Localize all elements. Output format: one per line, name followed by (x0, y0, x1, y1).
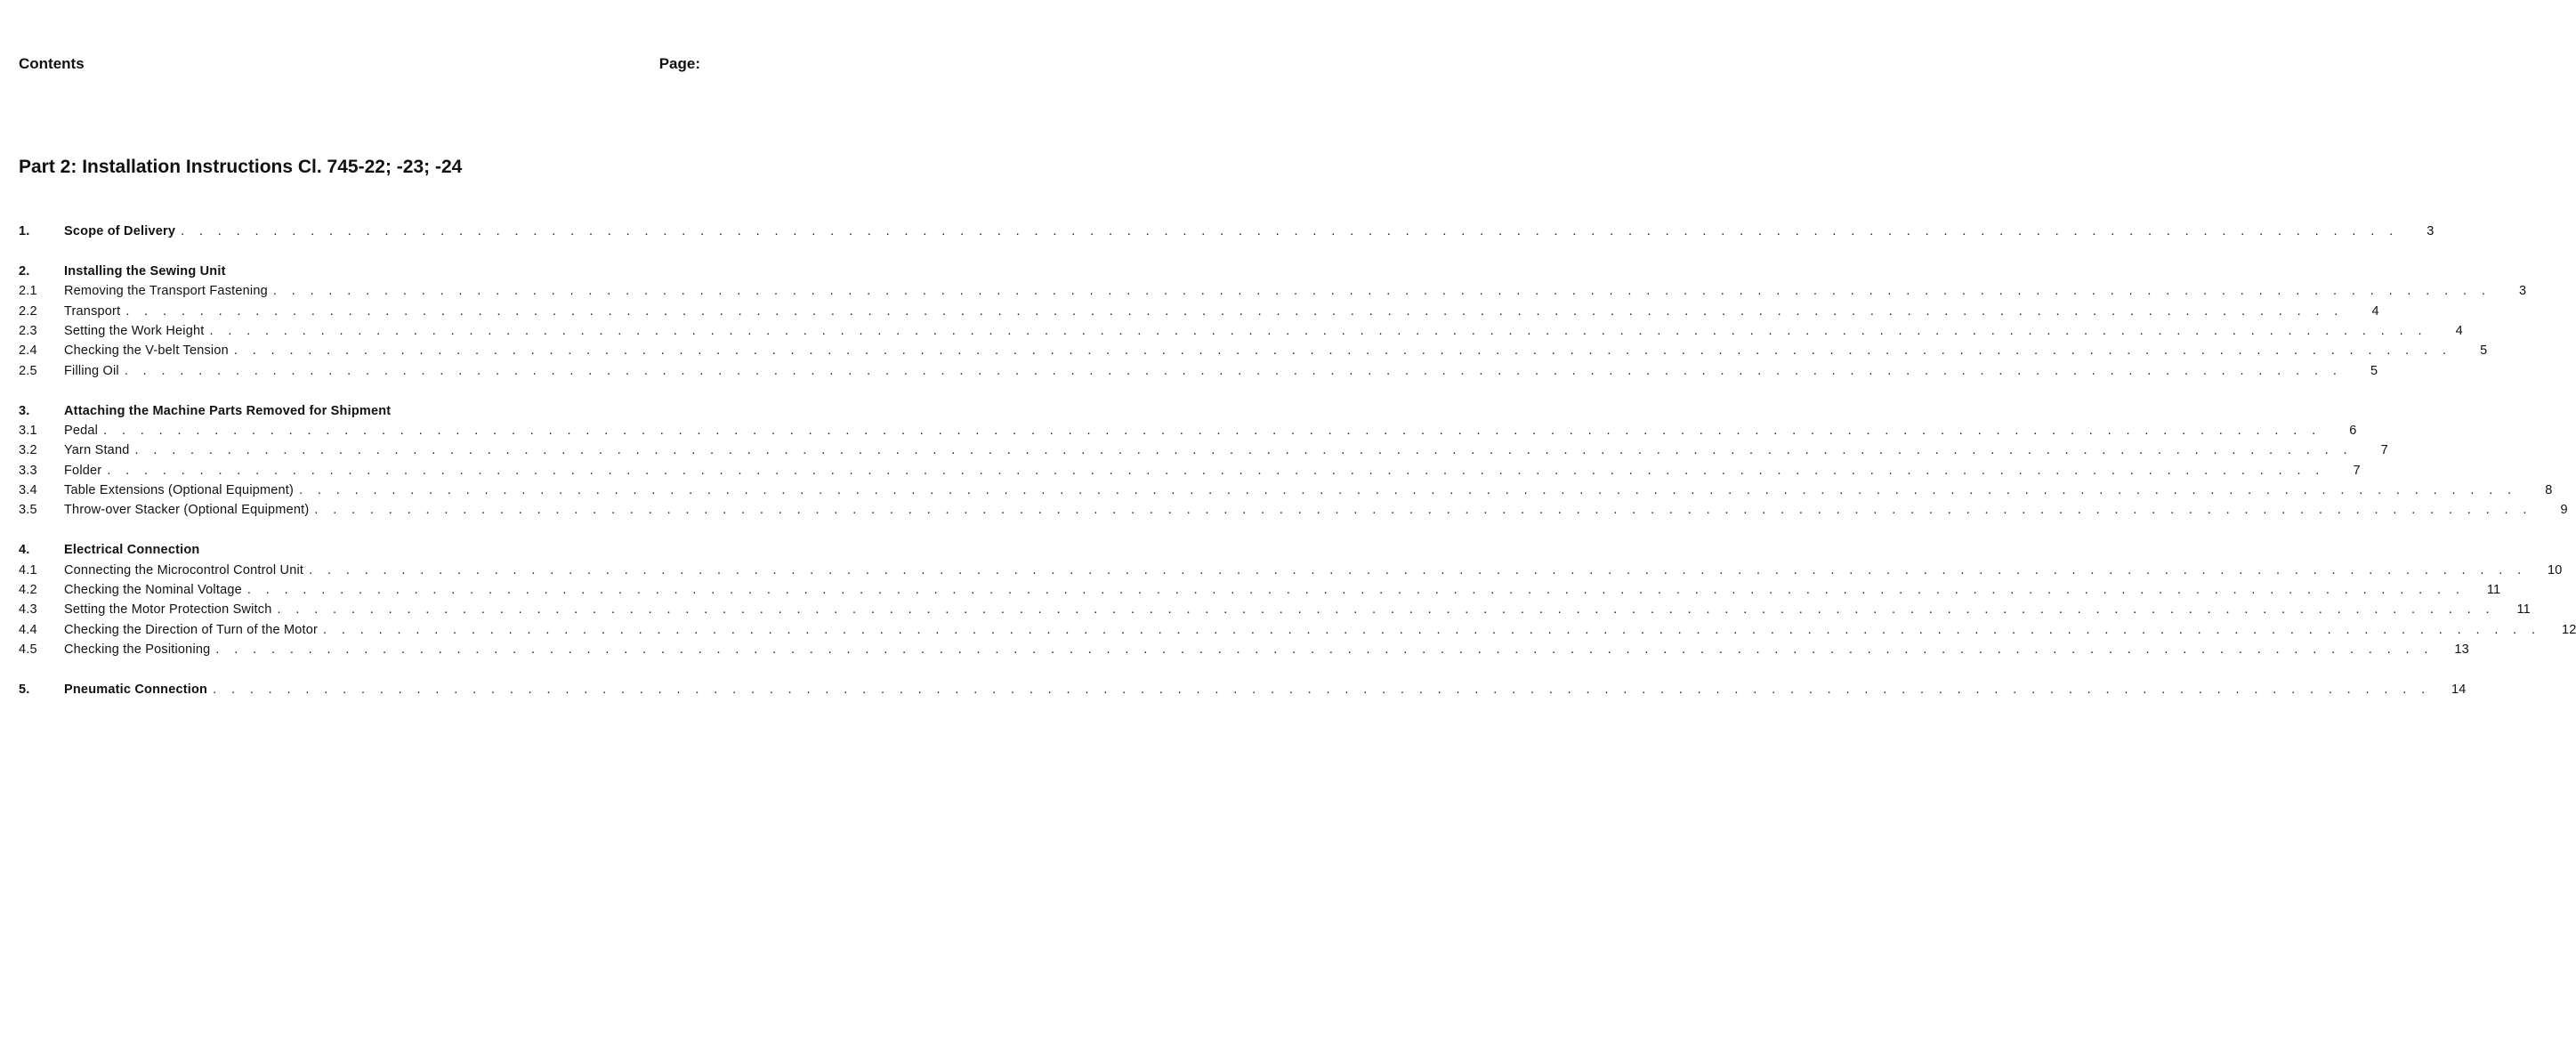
section-spacer (19, 660, 700, 680)
toc-number: 2.5 (19, 363, 37, 378)
dot-leader: . . . . . . . . . . . . . . . . . . . . . . . . . . . . . . . . . . . . . . . . . . . . . . . . . . . . . . . . . . . . . . . . . . . . . . . . . . . . . . . . . . . . . . . . . . . . . . . . . . . . . . . . . . . . . . . . . . . . . . . . (309, 562, 2527, 578)
toc-title: Connecting the Microcontrol Control Unit (64, 562, 304, 578)
toc-entry-row (19, 281, 2527, 301)
dot-leader: . . . . . . . . . . . . . . . . . . . . . . . . . . . . . . . . . . . . . . . . . . . . . . . . . . . . . . . . . . . . . . . . . . . . . . . . . . . . . . . . . . . . . . . . . . . . . . . . . . . . . . . . . . . . . . . . . . . . . . . . (213, 682, 2431, 697)
toc-entry-row (19, 561, 2563, 580)
dot-leader: . . . . . . . . . . . . . . . . . . . . . . . . . . . . . . . . . . . . . . . . . . . . . . . . . . . . . . . . . . . . . . . . . . . . . . . . . . . . . . . . . . . . . . . . . . . . . . . . . . . . . . . . . . . . . . . . . . . . . . . . (272, 284, 2491, 299)
page-column-heading: Page: (658, 55, 700, 72)
toc-title: Checking the V-belt Tension (64, 343, 229, 359)
dot-leader: . . . . . . . . . . . . . . . . . . . . . . . . . . . . . . . . . . . . . . . . . . . . . . . . . . . . . . . . . . . . . . . . . . . . . . . . . . . . . . . . . . . . . . . . . . . . . . . . . . . . . . . . . . . . . . . . . . . . . . . . (246, 583, 2466, 598)
toc-entry-row (19, 500, 2568, 520)
dot-leader: . . . . . . . . . . . . . . . . . . . . . . . . . . . . . . . . . . . . . . . . . . . . . . . . . . . . . . . . . . . . . . . . . . . . . . . . . . . . . . . . . . . . . . . . . . . . . . . . . . . . . . . . . . . . . . . . . . . . . . . . (323, 622, 2541, 637)
toc-title: Setting the Motor Protection Switch (64, 602, 272, 618)
toc-page-number: 3 (2519, 284, 2527, 299)
toc-title: Checking the Direction of Turn of the Motor (64, 622, 319, 637)
toc-number: 2. (19, 263, 30, 279)
toc-number: 5. (19, 682, 30, 697)
toc-title: Pedal (64, 423, 99, 438)
toc-number: 4.2 (19, 583, 37, 598)
toc-number: 2.1 (19, 284, 37, 299)
toc-entry-row (19, 620, 2576, 640)
toc-number: 2.4 (19, 343, 37, 359)
toc-title: Pneumatic Connection (64, 682, 208, 697)
toc-entry-row (19, 600, 2531, 619)
toc-entry-row (19, 361, 2378, 381)
toc-number: 4.1 (19, 562, 37, 578)
toc-page-number: 14 (2451, 682, 2467, 697)
toc-page-number: 7 (2380, 443, 2388, 458)
dot-leader: . . . . . . . . . . . . . . . . . . . . . . . . . . . . . . . . . . . . . . . . . . . . . . . . . . . . . . . . . . . . . . . . . . . . . . . . . . . . . . . . . . . . . . . . . . . . . . . . . . . . . . . . . . . . . . . . . . . . . . . . (124, 363, 2343, 378)
toc-page-number: 11 (2516, 602, 2531, 618)
toc-entry-row (19, 580, 2501, 600)
toc-number: 3.1 (19, 423, 37, 438)
toc-title: Attaching the Machine Parts Removed for Shipment (64, 403, 392, 418)
dot-leader: . . . . . . . . . . . . . . . . . . . . . . . . . . . . . . . . . . . . . . . . . . . . . . . . . . . . . . . . . . . . . . . . . . . . . . . . . . . . . . . . . . . . . . . . . . . . . . . . . . . . . . . . . . . . . . . . . . . . . . . . (299, 483, 2517, 498)
dot-leader: . . . . . . . . . . . . . . . . . . . . . . . . . . . . . . . . . . . . . . . . . . . . . . . . . . . . . . . . . . . . . . . . . . . . . . . . . . . . . . . . . . . . . . . . . . . . . . . . . . . . . . . . . . . . . . . . . . . . . . . . (134, 443, 2353, 458)
toc-page-number: 8 (2545, 483, 2553, 498)
toc-page-number: 5 (2480, 343, 2488, 359)
toc-title: Yarn Stand (64, 443, 130, 458)
toc-number: 2.3 (19, 323, 37, 338)
toc-number: 3.3 (19, 463, 37, 478)
section-spacer (19, 381, 700, 400)
toc-page-number: 13 (2454, 642, 2469, 658)
toc-page-number: 7 (2353, 463, 2361, 478)
dot-leader: . . . . . . . . . . . . . . . . . . . . . . . . . . . . . . . . . . . . . . . . . . . . . . . . . . . . . . . . . . . . . . . . . . . . . . . . . . . . . . . . . . . . . . . . . . . . . . . . . . . . . . . . . . . . . . . . . . . . . . . . (103, 423, 2322, 438)
toc-section-row (19, 262, 700, 281)
toc-number: 4.5 (19, 642, 37, 658)
toc-entry-row (19, 640, 2469, 659)
dot-leader: . . . . . . . . . . . . . . . . . . . . . . . . . . . . . . . . . . . . . . . . . . . . . . . . . . . . . . . . . . . . . . . . . . . . . . . . . . . . . . . . . . . . . . . . . . . . . . . . . . . . . . . . . . . . . . . . . . . . . . . . (277, 602, 2495, 618)
part-title: Part 2: Installation Instructions Cl. 745-22; -23; -24 (19, 157, 463, 177)
toc-title: Transport (64, 303, 121, 319)
toc-title: Table Extensions (Optional Equipment) (64, 483, 295, 498)
toc-title: Filling Oil (64, 363, 119, 378)
toc-number: 3.5 (19, 503, 37, 518)
toc-number: 2.2 (19, 303, 37, 319)
toc-page-number: 12 (2561, 622, 2576, 637)
toc-section-row (19, 680, 2467, 699)
section-spacer (19, 521, 700, 540)
toc-title: Scope of Delivery (64, 224, 176, 238)
table-of-contents (19, 222, 2576, 699)
dot-leader: . . . . . . . . . . . . . . . . . . . . . . . . . . . . . . . . . . . . . . . . . . . . . . . . . . . . . . . . . . . . . . . . . . . . . . . . . . . . . . . . . . . . . . . . . . . . . . . . . . . . . . . . . . . . . . . . . . . . . . . . (107, 463, 2325, 478)
dot-leader: . . . . . . . . . . . . . . . . . . . . . . . . . . . . . . . . . . . . . . . . . . . . . . . . . . . . . . . . . . . . . . . . . . . . . . . . . . . . . . . . . . . . . . . . . . . . . . . . . . . . . . . . . . . . . . . . . . . . . . . . (233, 343, 2452, 359)
toc-title: Checking the Positioning (64, 642, 211, 658)
toc-section-row (19, 401, 700, 421)
toc-entry-row (19, 341, 2488, 360)
toc-entry-row (19, 302, 2379, 321)
dot-leader: . . . . . . . . . . . . . . . . . . . . . . . . . . . . . . . . . . . . . . . . . . . . . . . . . . . . . . . . . . . . . . . . . . . . . . . . . . . . . . . . . . . . . . . . . . . . . . . . . . . . . . . . . . . . . . . . . . . . . . . . (125, 303, 2344, 319)
toc-title: Throw-over Stacker (Optional Equipment) (64, 503, 310, 518)
toc-number: 1. (19, 224, 30, 238)
toc-number: 4. (19, 543, 30, 558)
toc-number: 4.4 (19, 622, 37, 637)
toc-entry-row (19, 440, 2388, 460)
toc-page-number: 3 (2427, 224, 2435, 238)
dot-leader: . . . . . . . . . . . . . . . . . . . . . . . . . . . . . . . . . . . . . . . . . . . . . . . . . . . . . . . . . . . . . . . . . . . . . . . . . . . . . . . . . . . . . . . . . . . . . . . . . . . . . . . . . . . . . . . . . . . . . . . . (181, 224, 2399, 238)
dot-leader: . . . . . . . . . . . . . . . . . . . . . . . . . . . . . . . . . . . . . . . . . . . . . . . . . . . . . . . . . . . . . . . . . . . . . . . . . . . . . . . . . . . . . . . . . . . . . . . . . . . . . . . . . . . . . . . . . . . . . . . . (209, 323, 2427, 338)
toc-number: 3.4 (19, 483, 37, 498)
toc-page-number: 9 (2560, 503, 2568, 518)
dot-leader: . . . . . . . . . . . . . . . . . . . . . . . . . . . . . . . . . . . . . . . . . . . . . . . . . . . . . . . . . . . . . . . . . . . . . . . . . . . . . . . . . . . . . . . . . . . . . . . . . . . . . . . . . . . . . . . . . . . . . . . . (215, 642, 2434, 658)
page-header (19, 55, 700, 73)
toc-number: 4.3 (19, 602, 37, 618)
toc-title: Folder (64, 463, 102, 478)
toc-title: Setting the Work Height (64, 323, 205, 338)
toc-title: Removing the Transport Fastening (64, 284, 268, 299)
toc-title: Installing the Sewing Unit (64, 263, 226, 279)
toc-number: 3.2 (19, 443, 37, 458)
section-spacer (19, 241, 700, 261)
toc-page-number: 5 (2370, 363, 2378, 378)
toc-number: 3. (19, 403, 30, 418)
toc-entry-row (19, 481, 2553, 500)
toc-title: Electrical Connection (64, 543, 200, 558)
toc-title: Checking the Nominal Voltage (64, 583, 242, 598)
toc-entry-row (19, 461, 2361, 481)
toc-page-number: 6 (2349, 423, 2357, 438)
toc-entry-row (19, 421, 2357, 440)
toc-entry-row (19, 321, 2463, 341)
toc-page-number: 10 (2548, 562, 2563, 578)
contents-heading: Contents (19, 55, 85, 72)
toc-page-number: 4 (2371, 303, 2379, 319)
toc-section-row (19, 540, 700, 560)
toc-page-number: 4 (2455, 323, 2463, 338)
dot-leader: . . . . . . . . . . . . . . . . . . . . . . . . . . . . . . . . . . . . . . . . . . . . . . . . . . . . . . . . . . . . . . . . . . . . . . . . . . . . . . . . . . . . . . . . . . . . . . . . . . . . . . . . . . . . . . . . . . . . . . . . (314, 503, 2532, 518)
toc-section-row (19, 222, 2435, 241)
toc-page-number: 11 (2486, 583, 2501, 598)
